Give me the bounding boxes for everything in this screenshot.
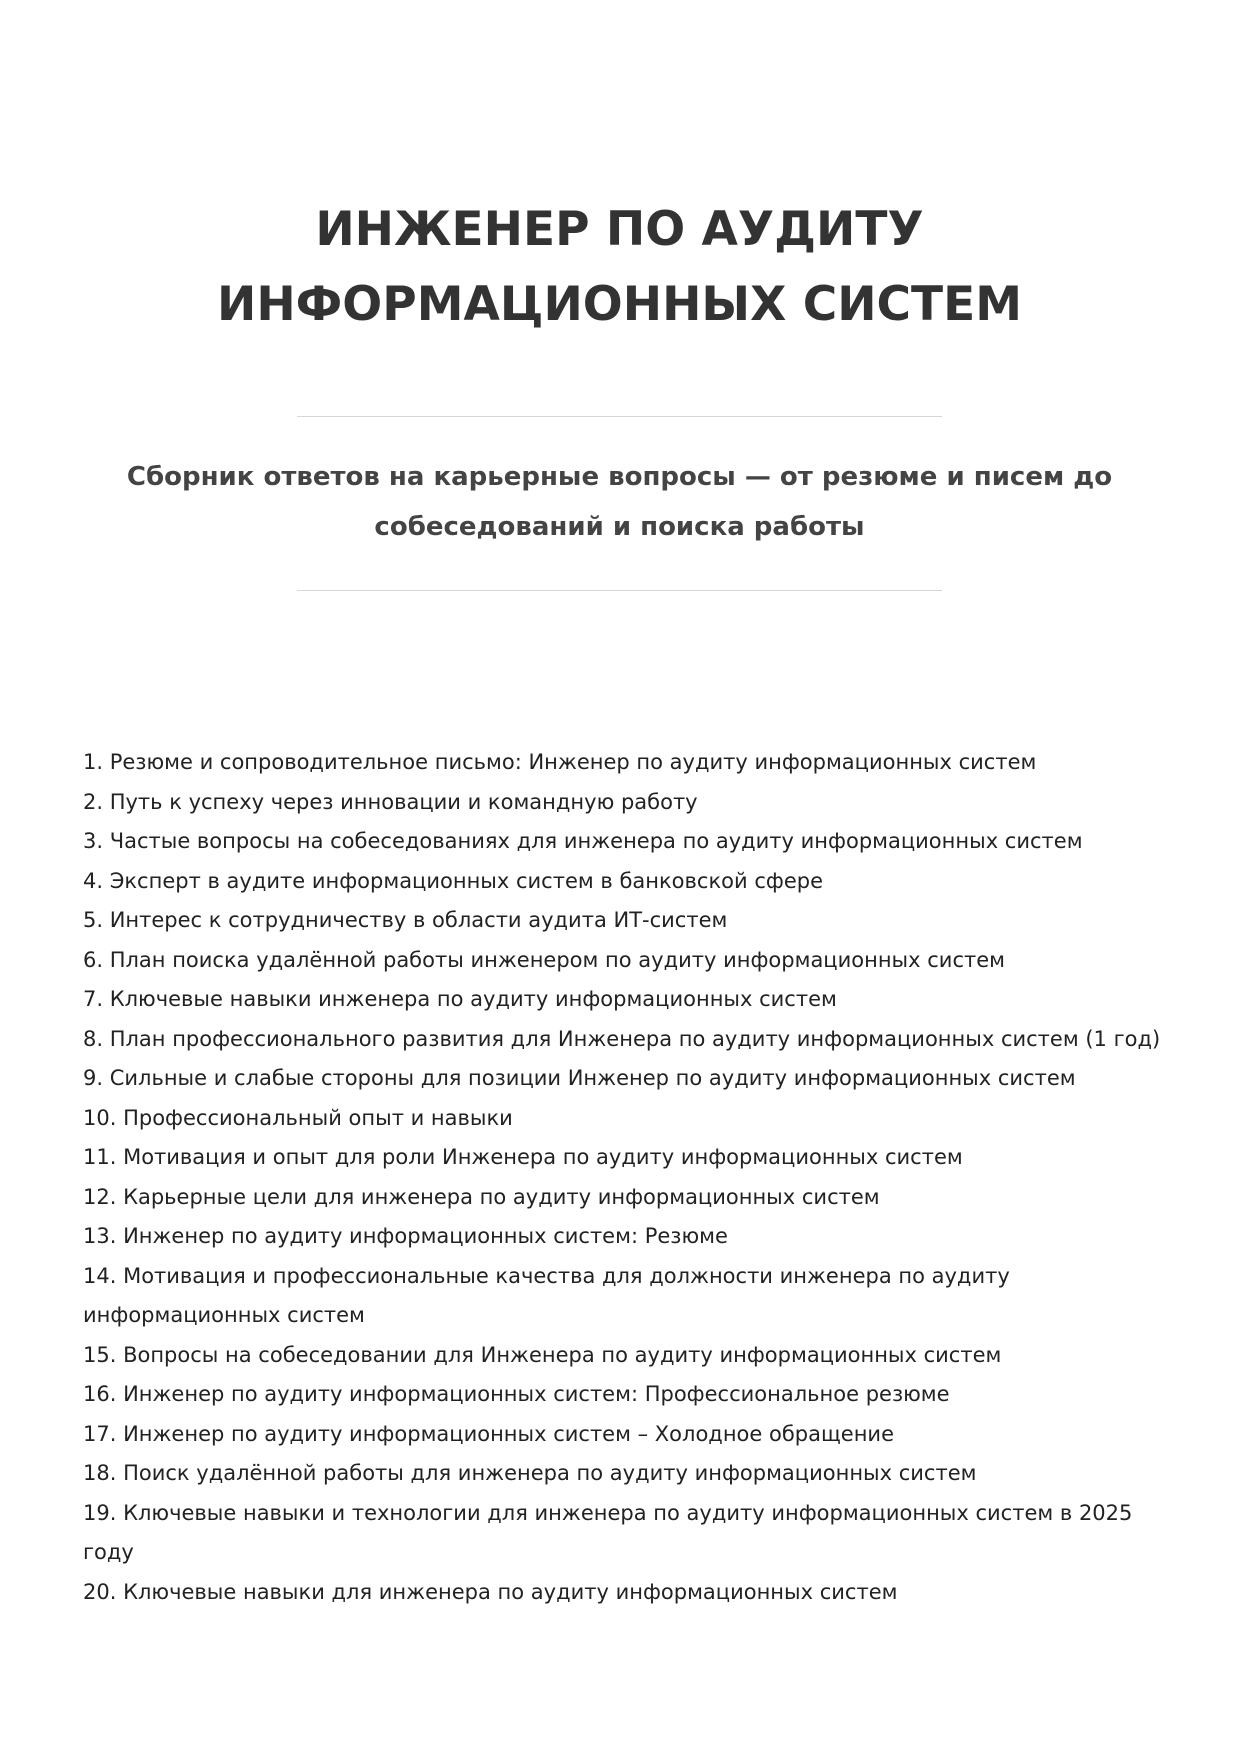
toc-item: 18. Поиск удалённой работы для инженера по аудиту информационных систем	[83, 1461, 977, 1485]
toc-item: 13. Инженер по аудиту информационных систем: Резюме	[83, 1224, 728, 1248]
subtitle-line-2: собеседований и поиска работы	[374, 512, 865, 542]
title-line-1: ИНЖЕНЕР ПО АУДИТУ	[315, 202, 924, 257]
toc-item: 3. Частые вопросы на собеседованиях для инженера по аудиту информационных систем	[83, 829, 1083, 853]
toc-item: 15. Вопросы на собеседовании для Инженера по аудиту информационных систем	[83, 1342, 1002, 1367]
toc-item: 2. Путь к успеху через инновации и командную работу	[83, 789, 698, 814]
title-line-2: ИНФОРМАЦИОННЫХ СИСТЕМ	[217, 277, 1022, 332]
toc-item: 5. Интерес к сотрудничеству в области аудита ИТ-систем	[83, 908, 728, 932]
toc-item: 1. Резюме и сопроводительное письмо: Инженер по аудиту информационных систем	[83, 750, 1037, 774]
toc-item: 11. Мотивация и опыт для роли Инженера по аудиту информационных систем	[83, 1145, 963, 1169]
document-title	[0, 192, 1239, 342]
toc-item: 4. Эксперт в аудите информационных систем в банковской сфере	[83, 868, 823, 893]
divider-bottom	[297, 590, 942, 591]
subtitle-line-1: Сборник ответов на карьерные вопросы — от резюме и писем до	[126, 462, 1113, 492]
toc-item: 16. Инженер по аудиту информационных систем: Профессиональное резюме	[83, 1382, 950, 1406]
toc-item: 20. Ключевые навыки для инженера по аудиту информационных систем	[83, 1579, 898, 1604]
toc-item: 10. Профессиональный опыт и навыки	[83, 1105, 513, 1130]
toc-item: 12. Карьерные цели для инженера по аудиту информационных систем	[83, 1184, 880, 1209]
toc-item: 17. Инженер по аудиту информационных систем – Холодное обращение	[83, 1421, 894, 1446]
document-subtitle	[100, 452, 1139, 552]
toc-item: 9. Сильные и слабые стороны для позиции Инженер по аудиту информационных систем	[83, 1066, 1076, 1090]
toc-item: 8. План профессионального развития для Инженера по аудиту информационных систем (1 год)	[83, 1026, 1161, 1051]
toc-item: 6. План поиска удалённой работы инженером по аудиту информационных систем	[83, 947, 1005, 972]
table-of-contents	[83, 743, 1163, 1612]
toc-item: 14. Мотивация и профессиональные качества для должности инженера по аудиту информационных систем	[83, 1263, 1010, 1327]
divider-top	[297, 416, 942, 417]
toc-item: 19. Ключевые навыки и технологии для инженера по аудиту информационных систем в 2025 году	[83, 1500, 1133, 1564]
toc-item: 7. Ключевые навыки инженера по аудиту информационных систем	[83, 987, 837, 1011]
